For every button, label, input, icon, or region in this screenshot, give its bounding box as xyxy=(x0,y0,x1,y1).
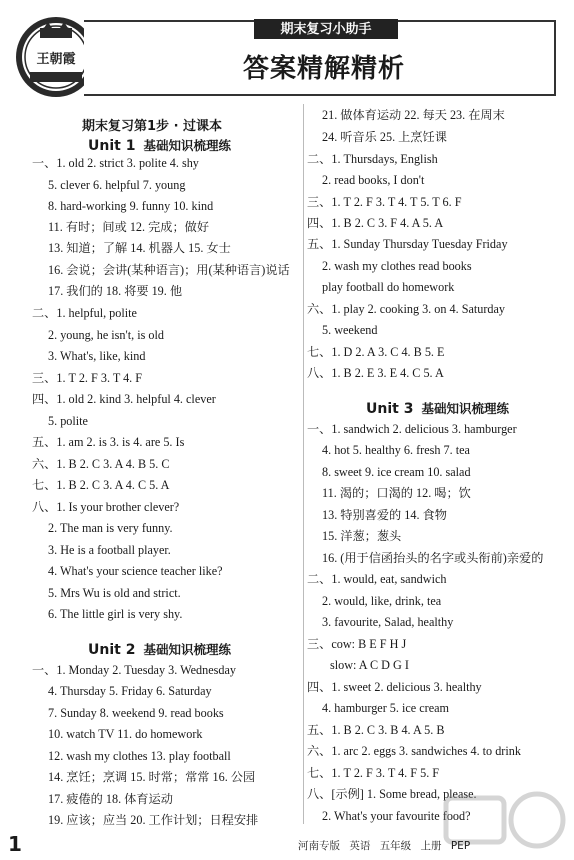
answer-line: 17. 我们的 18. 将要 19. 他 xyxy=(48,284,183,298)
answer-line: 三、1. T 2. F 3. T 4. F xyxy=(32,371,143,385)
answer-line: 四、1. old 2. kind 3. helpful 4. clever xyxy=(32,392,216,406)
logo-text: 王朝霞 xyxy=(36,52,76,67)
answer-line: 13. 知道；了解 14. 机器人 15. 女士 xyxy=(48,241,231,255)
answer-line: 三、1. T 2. F 3. T 4. T 5. T 6. F xyxy=(307,195,462,209)
answer-line: 七、1. D 2. A 3. C 4. B 5. E xyxy=(307,345,445,359)
answer-line: 四、1. sweet 2. delicious 3. healthy xyxy=(307,680,482,694)
unit1-label: Unit 1 xyxy=(88,138,136,154)
page-title: 答案精解精析 xyxy=(242,54,405,84)
answer-line: 8. hard-working 9. funny 10. kind xyxy=(48,199,214,213)
unit2-heading xyxy=(88,640,231,658)
answer-line: 21. 做体育运动 22. 每天 23. 在周末 xyxy=(322,108,505,122)
answer-line: 5. weekend xyxy=(322,323,378,337)
unit2-subtitle: 基础知识梳理练 xyxy=(143,642,231,657)
answer-line: 五、1. am 2. is 3. is 4. are 5. Is xyxy=(32,435,185,449)
answer-line: 三、cow: B E F H J xyxy=(307,637,407,651)
page-number: 1 xyxy=(8,832,22,856)
answer-line: 五、1. B 2. C 3. B 4. A 5. B xyxy=(307,723,445,737)
answer-line: slow: A C D G I xyxy=(330,658,409,672)
answer-line: 13. 特别喜爱的 14. 食物 xyxy=(322,508,447,522)
unit3-label: Unit 3 xyxy=(366,401,414,417)
answer-line: 2. The man is very funny. xyxy=(48,521,173,535)
answer-line: 14. 烹饪；烹调 15. 时常；常常 16. 公园 xyxy=(48,770,256,784)
answer-line: 四、1. B 2. C 3. F 4. A 5. A xyxy=(307,216,444,230)
answer-line: 4. Thursday 5. Friday 6. Saturday xyxy=(48,684,212,698)
answer-line: play football do homework xyxy=(322,280,455,294)
answer-line: 3. favourite, Salad, healthy xyxy=(322,615,454,629)
answer-line: 16. 会说；会讲(某种语言)；用(某种语言)说话 xyxy=(48,263,290,277)
answer-line: 七、1. B 2. C 3. A 4. C 5. A xyxy=(32,478,170,492)
answer-line: 6. The little girl is very shy. xyxy=(48,607,183,621)
answer-line: 17. 疲倦的 18. 体育运动 xyxy=(48,792,173,806)
answer-line: 10. watch TV 11. do homework xyxy=(48,727,203,741)
footer-info: 河南专版 英语 五年级 上册 PEP xyxy=(298,840,471,852)
unit1-subtitle: 基础知识梳理练 xyxy=(143,138,231,153)
answer-line: 六、1. arc 2. eggs 3. sandwiches 4. to drink xyxy=(307,744,521,758)
answer-line: 六、1. B 2. C 3. A 4. B 5. C xyxy=(32,457,170,471)
answer-line: 2. read books, I don't xyxy=(322,173,425,187)
answer-line: 2. wash my clothes read books xyxy=(322,259,472,273)
answer-line: 24. 听音乐 25. 上烹饪课 xyxy=(322,130,447,144)
answer-line: 一、1. sandwich 2. delicious 3. hamburger xyxy=(307,422,517,436)
answer-line: 2. would, like, drink, tea xyxy=(322,594,442,608)
answer-line: 二、1. Thursdays, English xyxy=(307,152,438,166)
answer-line: 19. 应该；应当 20. 工作计划；日程安排 xyxy=(48,813,259,827)
answer-line: 15. 洋葱；葱头 xyxy=(322,529,402,543)
answer-line: 16. (用于信函抬头的名字或头衔前)亲爱的 xyxy=(322,551,544,565)
answer-line: 一、1. Monday 2. Tuesday 3. Wednesday xyxy=(32,663,236,677)
answer-line: 8. sweet 9. ice cream 10. salad xyxy=(322,465,471,479)
answer-line: 二、1. would, eat, sandwich xyxy=(307,572,447,586)
step-heading: 期末复习第1步 · 过课本 xyxy=(82,119,223,134)
answer-line: 11. 有时；间或 12. 完成；做好 xyxy=(48,220,210,234)
answer-line: 七、1. T 2. F 3. T 4. F 5. F xyxy=(307,766,440,780)
answer-line: 4. What's your science teacher like? xyxy=(48,564,223,578)
answer-line: 4. hot 5. healthy 6. fresh 7. tea xyxy=(322,443,470,457)
header-banner: 期末复习小助手 xyxy=(254,19,398,39)
answer-line: 2. What's your favourite food? xyxy=(322,809,471,823)
answer-line: 3. He is a football player. xyxy=(48,543,171,557)
answer-line: 11. 渴的；口渴的 12. 喝；饮 xyxy=(322,486,471,500)
answer-line: 3. What's, like, kind xyxy=(48,349,146,363)
unit3-subtitle: 基础知识梳理练 xyxy=(421,401,509,416)
unit3-heading xyxy=(366,399,509,417)
unit1-heading xyxy=(88,136,231,154)
page-header xyxy=(14,14,557,100)
answer-line: 一、1. old 2. strict 3. polite 4. shy xyxy=(32,156,199,170)
answer-line: 4. hamburger 5. ice cream xyxy=(322,701,450,715)
answer-line: 五、1. Sunday Thursday Tuesday Friday xyxy=(307,237,508,251)
answer-line: 八、1. Is your brother clever? xyxy=(32,500,180,514)
answer-line: 2. young, he isn't, is old xyxy=(48,328,164,342)
answer-line: 5. polite xyxy=(48,414,88,428)
answer-line: 7. Sunday 8. weekend 9. read books xyxy=(48,706,224,720)
answer-line: 八、1. B 2. E 3. E 4. C 5. A xyxy=(307,366,444,380)
answer-line: 八、[示例] 1. Some bread, please. xyxy=(307,787,477,801)
answer-line: 二、1. helpful, polite xyxy=(32,306,137,320)
unit2-label: Unit 2 xyxy=(88,642,136,658)
column-divider xyxy=(303,104,304,824)
answer-line: 六、1. play 2. cooking 3. on 4. Saturday xyxy=(307,302,506,316)
answer-line: 12. wash my clothes 13. play football xyxy=(48,749,231,763)
answer-line: 5. clever 6. helpful 7. young xyxy=(48,178,186,192)
answer-line: 5. Mrs Wu is old and strict. xyxy=(48,586,181,600)
